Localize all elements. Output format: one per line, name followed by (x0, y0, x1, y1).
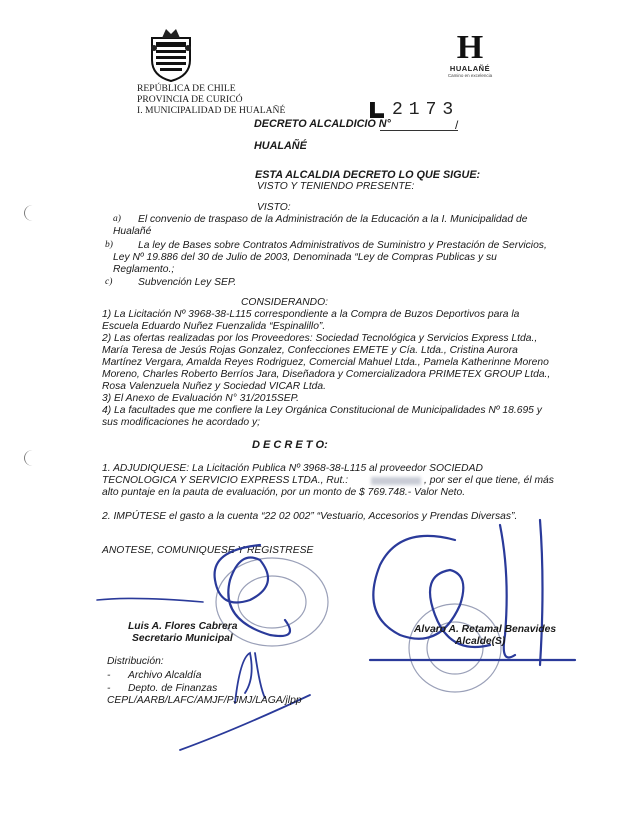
signer-right-title: Alcalde(S) (455, 636, 506, 647)
signer-left-title: Secretario Municipal (132, 633, 233, 644)
decree-number-line (380, 130, 458, 131)
distribution-bullet: - (107, 670, 111, 681)
decree-number-slash: / (455, 118, 459, 132)
decreto-item1-line-3: alto puntaje en la pauta de evaluación, por un monto de $ 769.748.- Valor Neto. (102, 487, 466, 498)
distribution-item: Archivo Alcaldía (128, 670, 202, 681)
decreto-item1-line-2-end: , por ser el que tiene, él más (424, 475, 554, 486)
decree-title: DECRETO ALCALDICIO N° (254, 118, 391, 130)
considerando-line: Rosa Valenzuela Nuñez y Sociedad VICAR Ltda. (102, 381, 326, 392)
decreto-heading: D E C R E T O: (252, 439, 328, 451)
visto-b-line-1: La ley de Bases sobre Contratos Administrativos de Suministro y Prestación de Servicios, (138, 240, 547, 251)
distribution-initials: CEPL/AARB/LAFC/AMJF/PJMJ/LAGA/jlpp (107, 695, 302, 706)
visto-mark-c: c) (105, 277, 113, 287)
visto-a-line-2: Hualañé (113, 226, 152, 237)
distribution-item: Depto. de Finanzas (128, 683, 218, 694)
visto-heading: VISTO: (257, 202, 291, 213)
considerando-line: 4) La facultades que me confiere la Ley Orgánica Constitucional de Municipalidades Nº 18.695 y (102, 405, 542, 416)
considerando-line: 1) La Licitación Nº 3968-38-L115 correspondiente a la Compra de Buzos Deportivos para la (102, 309, 520, 320)
anotese-line: ANOTESE, COMUNIQUESE Y REGISTRESE (102, 545, 314, 556)
municipal-crest-logo (148, 26, 194, 82)
header-municipality: I. MUNICIPALIDAD DE HUALAÑÉ (137, 105, 286, 116)
considerando-line: 2) Las ofertas realizadas por los Proveedores: Sociedad Tecnológica y Servicios Express Ltda., (102, 333, 538, 344)
signer-left-name: Luis A. Flores Cabrera (128, 621, 238, 632)
decreto-item1-line-1: 1. ADJUDIQUESE: La Licitación Publica Nº 3968-38-L115 al proveedor SOCIEDAD (102, 463, 483, 474)
header-province: PROVINCIA DE CURICÓ (137, 94, 243, 105)
hualane-logo-letter: H (456, 29, 484, 66)
decree-intro-1: ESTA ALCALDIA DECRETO LO QUE SIGUE: (255, 169, 481, 181)
considerando-line: María Teresa de Jesús Rojas Gonzalez, Confecciones EMETE y Cía. Ltda., Cristina Aurora (102, 345, 518, 356)
visto-b-line-3: Reglamento.; (113, 264, 175, 275)
hualane-logo-tagline: Camino en excelencia (447, 73, 493, 78)
considerando-line: Moreno, Charles Roberto Berríos Jara, Diseñadora y Comercializadora PRIMETEX GROUP Ltda., (102, 369, 551, 380)
decree-intro-2: VISTO Y TENIENDO PRESENTE: (257, 181, 415, 192)
considerando-line: 3) El Anexo de Evaluación N° 31/2015SEP. (102, 393, 300, 404)
considerando-heading: CONSIDERANDO: (241, 297, 328, 308)
secretary-signature-line (95, 592, 205, 606)
visto-c-line-1: Subvención Ley SEP. (138, 277, 237, 288)
punch-hole-top (24, 205, 41, 221)
mayor-signature (340, 515, 585, 675)
stamp-l-mark (370, 102, 384, 118)
distribution-heading: Distribución: (107, 656, 164, 667)
decree-place: HUALAÑÉ (254, 140, 307, 152)
visto-mark-b: b) (105, 240, 113, 250)
visto-b-line-2: Ley Nº 19.886 del 30 de Julio de 2003, Denominada “Ley de Compras Publicas y su (113, 252, 497, 263)
visto-mark-a: a) (113, 214, 121, 224)
decree-number-stamp: 2173 (392, 100, 460, 120)
decreto-item1-line-2: TECNOLOGICA Y SERVICIO EXPRESS LTDA., Rut.: (102, 475, 349, 486)
redacted-rut (371, 477, 421, 485)
visto-a-line-1: El convenio de traspaso de la Administración de la Educación a la I. Municipalidad de (138, 214, 528, 225)
hualane-logo-name: HUALAÑÉ (449, 64, 491, 73)
considerando-line: Martínez Vergara, Amalda Reyes Rodriguez, Comercial Mahuel Ltda., Pamela Katherinne Moreno (102, 357, 549, 368)
hualane-logo (446, 29, 494, 78)
signer-right-name: Alvaro A. Retamal Benavides (414, 624, 557, 635)
header-republic: REPÚBLICA DE CHILE (137, 83, 236, 94)
punch-hole-bottom (24, 450, 41, 466)
considerando-line: Escuela Eduardo Nuñez Fuenzalida “Espinalillo”. (102, 321, 326, 332)
decreto-item2: 2. IMPÚTESE el gasto a la cuenta “22 02 002” “Vestuario, Accesorios y Prendas Diversas”. (102, 511, 518, 522)
distribution-bullet: - (107, 683, 111, 694)
considerando-line: sus modificaciones he acordado y; (102, 417, 260, 428)
